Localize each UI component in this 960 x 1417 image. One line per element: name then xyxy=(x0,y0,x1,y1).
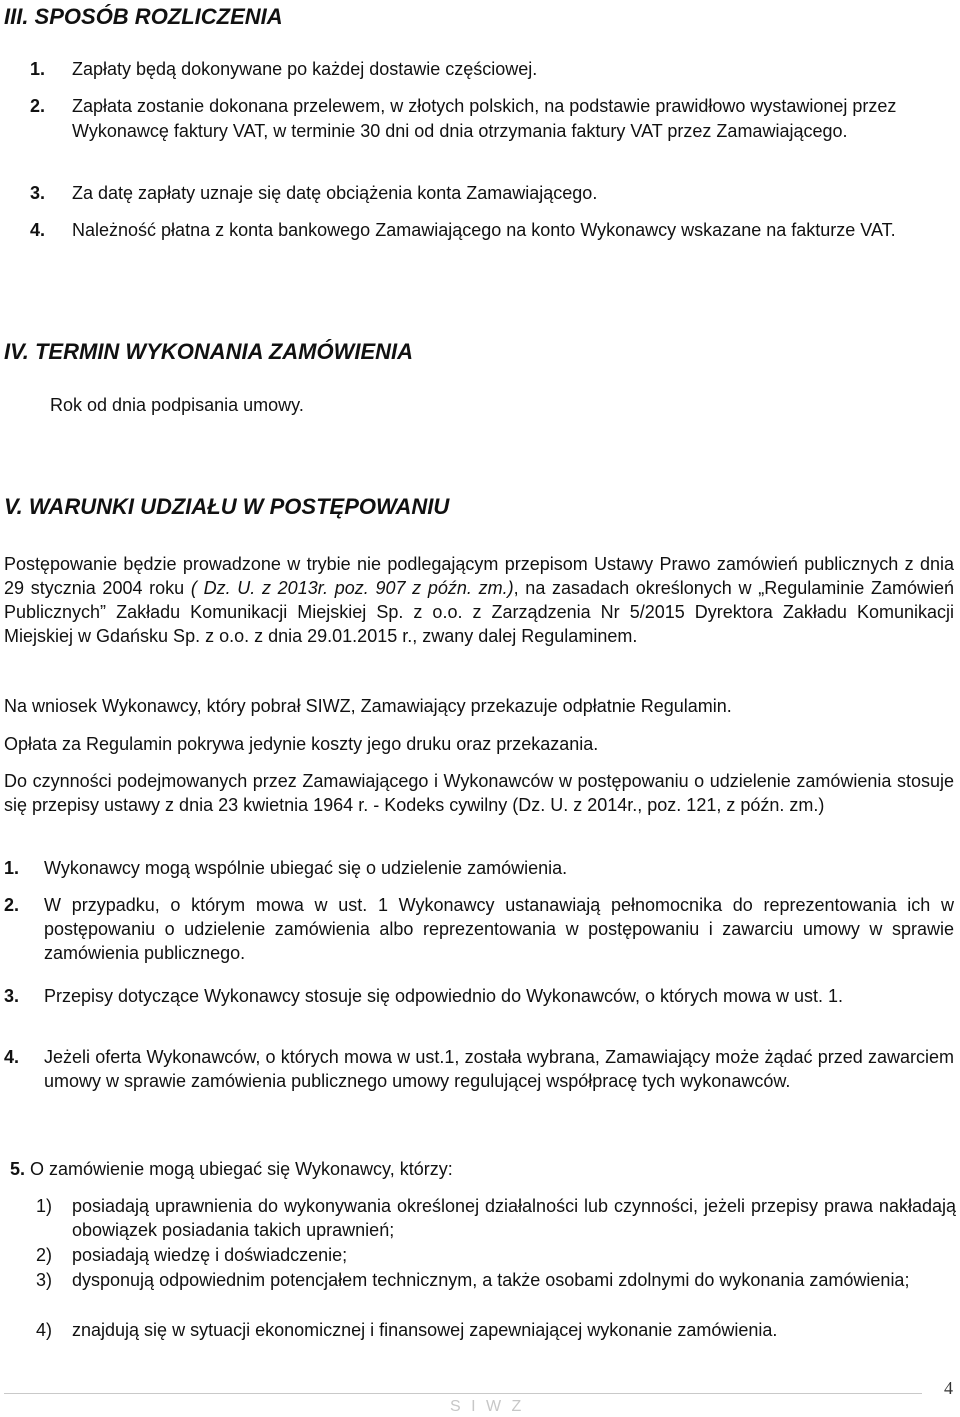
subitem-text: znajdują się w sytuacji ekonomicznej i finansowej zapewniającej wykonanie zamówienia. xyxy=(72,1320,778,1340)
section-5-title: V. WARUNKI UDZIAŁU W POSTĘPOWANIU xyxy=(4,494,450,519)
subitem-number: 2) xyxy=(36,1245,53,1265)
section-4-body: Rok od dnia podpisania umowy. xyxy=(50,395,304,415)
item-text: Należność płatna z konta bankowego Zamawiającego na konto Wykonawcy wskazane na fakturze VAT. xyxy=(72,220,896,240)
point-number: 2. xyxy=(4,895,20,915)
item-text: Zapłata zostanie dokonana przelewem, w złotych polskich, na podstawie prawidłowo wystawionej przez Wykonawcę faktury VAT, w terminie 30 dni od dnia otrzymania faktury VAT przez Zamawiającego. xyxy=(72,96,897,141)
section-4-title: IV. TERMIN WYKONANIA ZAMÓWIENIA xyxy=(4,339,414,364)
subitem-number: 4) xyxy=(36,1320,53,1340)
section-5-para-3: Opłata za Regulamin pokrywa jedynie koszty jego druku oraz przekazania. xyxy=(4,734,599,754)
point-number: 5. xyxy=(10,1159,26,1179)
item-text: Zapłaty będą dokonywane po każdej dostawie częściowej. xyxy=(72,59,538,79)
item-number: 1. xyxy=(30,59,46,79)
section-3-title: III. SPOSÓB ROZLICZENIA xyxy=(4,4,283,29)
subitem-text: dysponują odpowiednim potencjałem technicznym, a także osobami zdolnymi do wykonania zamówienia; xyxy=(72,1270,910,1290)
subitem-number: 1) xyxy=(36,1196,53,1216)
point-text: W przypadku, o którym mowa w ust. 1 Wykonawcy ustanawiają pełnomocnika do reprezentowania ich w postępowaniu o udzielenie zamówienia albo reprezentowania w postępowaniu i zawarciu umowy w sprawie zamówienia publicznego. xyxy=(44,895,954,963)
subitem-number: 3) xyxy=(36,1270,53,1290)
subitem-text: posiadają wiedzę i doświadczenie; xyxy=(72,1245,348,1265)
section-5-para-4: Do czynności podejmowanych przez Zamawiającego i Wykonawców w postępowaniu o udzielenie zamówienia stosuje się przepisy ustawy z dnia 23 kwietnia 1964 r. - Kodeks cywilny (Dz. U. z 2014r., poz. 121, z późn. zm.) xyxy=(4,771,954,815)
intro-text-2: , na zasadach określonych w „Regulaminie Zamówień Publicznych” Zakładu Komunikacji Miejskiej Sp. z o.o. z Zarządzenia Nr 5/2015 Dyrektora Zakładu Komunikacji Miejskiej w Gdańsku Sp. z o.o. z dnia 29.01.2015 r., zwany dalej Regulaminem. xyxy=(4,578,954,646)
section-5-point-5 xyxy=(10,1157,453,1181)
item-number: 4. xyxy=(30,220,46,240)
point-number: 1. xyxy=(4,858,20,878)
point-text: Jeżeli oferta Wykonawców, o których mowa w ust.1, została wybrana, Zamawiający może żądać przed zawarciem umowy w sprawie zamówienia publicznego umowy regulującej współpracę tych wykonawców. xyxy=(44,1047,954,1091)
intro-citation: ( Dz. U. z 2013r. poz. 907 z późn. zm.) xyxy=(190,578,514,598)
point-text: Przepisy dotyczące Wykonawcy stosuje się odpowiednio do Wykonawców, o których mowa w ust. 1. xyxy=(44,986,844,1006)
footer-label: S I W Z xyxy=(450,1398,525,1415)
point-text: O zamówienie mogą ubiegać się Wykonawcy, którzy: xyxy=(30,1159,453,1179)
point-number: 4. xyxy=(4,1047,20,1067)
subitem-text: posiadają uprawnienia do wykonywania określonej działalności lub czynności, jeżeli przepisy prawa nakładają obowiązek posiadania takich uprawnień; xyxy=(72,1196,956,1240)
page-number: 4 xyxy=(944,1378,953,1398)
intro-text-1: Postępowanie będzie prowadzone w trybie nie podlegającym przepisom Ustawy Prawo zamówień publicznych z dnia 29 stycznia 2004 roku xyxy=(4,554,954,598)
point-text: Wykonawcy mogą wspólnie ubiegać się o udzielenie zamówienia. xyxy=(44,858,568,878)
item-number: 2. xyxy=(30,96,46,116)
section-5-intro xyxy=(4,552,954,648)
point-number: 3. xyxy=(4,986,20,1006)
item-number: 3. xyxy=(30,183,46,203)
footer-divider xyxy=(4,1393,922,1394)
item-text: Za datę zapłaty uznaje się datę obciążenia konta Zamawiającego. xyxy=(72,183,598,203)
section-5-para-2: Na wniosek Wykonawcy, który pobrał SIWZ, Zamawiający przekazuje odpłatnie Regulamin. xyxy=(4,696,732,716)
